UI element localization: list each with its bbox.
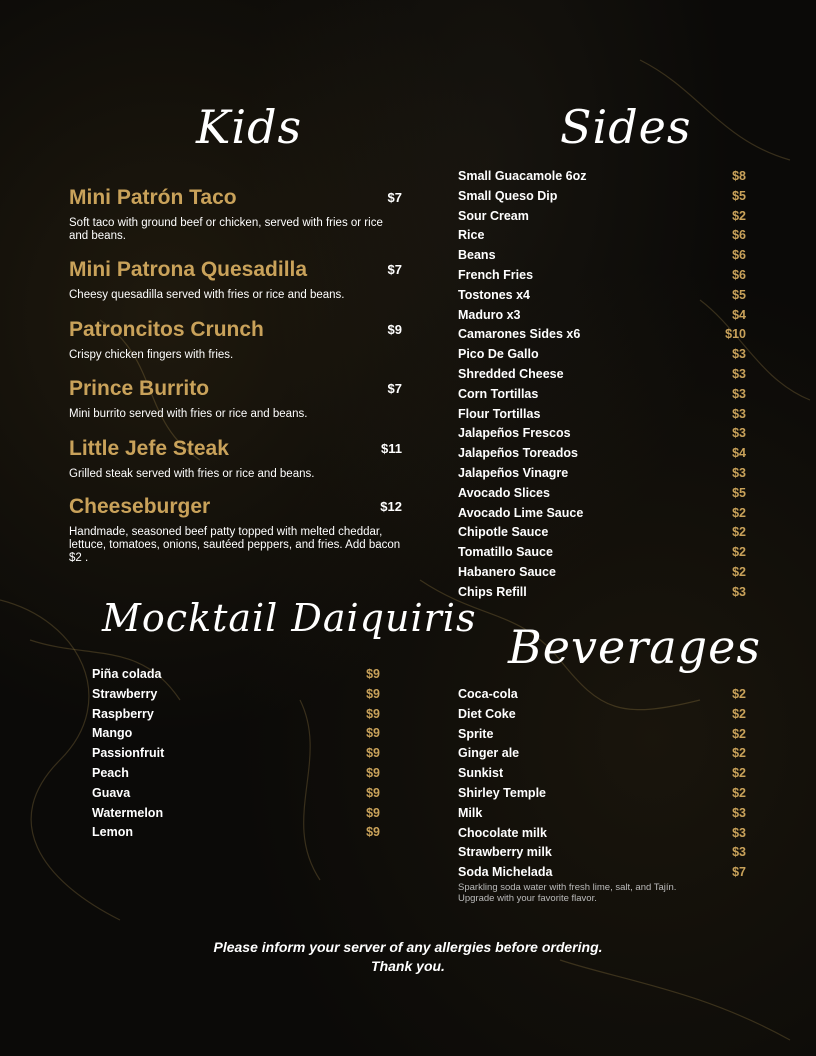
sides-item-row xyxy=(458,426,746,446)
sides-item-price: $6 xyxy=(732,248,746,263)
sides-item-row xyxy=(458,486,746,506)
kids-item xyxy=(69,377,404,421)
kids-item-name: Cheeseburger xyxy=(69,495,211,518)
sides-list xyxy=(458,169,746,605)
sides-item-price: $10 xyxy=(725,327,746,342)
mocktail-item-row xyxy=(92,766,380,786)
sides-item-name: Jalapeños Frescos xyxy=(458,426,571,441)
sides-item-name: Camarones Sides x6 xyxy=(458,327,581,342)
sides-item-price: $2 xyxy=(732,208,746,223)
beverages-title: Beverages xyxy=(508,620,761,674)
sides-item-price: $5 xyxy=(732,485,746,500)
beverage-item-name: Chocolate milk xyxy=(458,825,547,840)
sides-item-price: $5 xyxy=(732,287,746,302)
allergy-notice-line2: Thank you. xyxy=(371,958,445,974)
kids-item-price: $9 xyxy=(387,322,402,337)
kids-item-name: Mini Patrona Quesadilla xyxy=(69,258,308,281)
beverage-item-name: Shirley Temple xyxy=(458,785,546,800)
mocktail-item-name: Passionfruit xyxy=(92,746,165,761)
beverage-item-price: $2 xyxy=(732,687,746,701)
sides-item-name: Shredded Cheese xyxy=(458,366,564,381)
sides-item-price: $4 xyxy=(732,307,746,322)
mocktail-item-name: Strawberry xyxy=(92,686,158,701)
mocktail-item-name: Peach xyxy=(92,765,129,780)
beverage-item-price: $3 xyxy=(732,825,746,840)
sides-item-price: $3 xyxy=(732,406,746,421)
mocktail-item-row xyxy=(92,786,380,806)
sides-item-name: Maduro x3 xyxy=(458,307,521,322)
beverage-item-price: $2 xyxy=(732,785,746,800)
kids-item-name: Prince Burrito xyxy=(69,377,210,400)
sides-item-price: $6 xyxy=(732,267,746,282)
beverage-item-price: $2 xyxy=(732,726,746,741)
mocktail-item-row xyxy=(92,746,380,766)
sides-item-name: Sour Cream xyxy=(458,208,529,223)
beverage-item-price: $2 xyxy=(732,746,746,761)
allergy-notice-line1: Please inform your server of any allergies before ordering. xyxy=(213,939,603,955)
sides-item-price: $5 xyxy=(732,188,746,203)
sides-item-price: $2 xyxy=(732,505,746,520)
beverage-item-name: Soda Michelada xyxy=(458,865,553,880)
mocktail-item-name: Guava xyxy=(92,785,131,800)
kids-title: Kids xyxy=(196,100,303,154)
mocktail-item-price: $9 xyxy=(366,686,380,701)
beverage-item-price: $2 xyxy=(732,706,746,721)
sides-item-name: Habanero Sauce xyxy=(458,564,556,579)
mocktail-item-price: $9 xyxy=(366,726,380,741)
kids-item-desc: Soft taco with ground beef or chicken, served with fries or rice and beans. xyxy=(69,217,383,242)
sides-item-price: $3 xyxy=(732,426,746,441)
sides-item-row xyxy=(458,169,746,189)
sides-item-price: $6 xyxy=(732,228,746,243)
sides-item-price: $4 xyxy=(732,446,746,461)
mocktail-item-row xyxy=(92,707,380,727)
sides-item-price: $2 xyxy=(732,525,746,540)
sides-item-row xyxy=(458,585,746,605)
sides-item-row xyxy=(458,407,746,427)
sides-item-price: $3 xyxy=(732,584,746,599)
mocktail-item-row xyxy=(92,806,380,826)
sides-item-name: Chips Refill xyxy=(458,584,527,599)
kids-item-price: $11 xyxy=(381,441,402,456)
beverages-list xyxy=(458,687,746,885)
sides-item-row xyxy=(458,189,746,209)
sides-item-name: Jalapeños Toreados xyxy=(458,446,578,461)
beverage-item-name: Sunkist xyxy=(458,766,504,781)
kids-item-price: $7 xyxy=(387,190,402,205)
beverage-item-row xyxy=(458,806,746,826)
sides-item-row xyxy=(458,228,746,248)
beverage-item-name: Milk xyxy=(458,805,483,820)
sides-item-price: $3 xyxy=(732,465,746,480)
mocktail-item-price: $9 xyxy=(366,825,380,840)
kids-item-name: Little Jefe Steak xyxy=(69,437,229,460)
sides-item-row xyxy=(458,525,746,545)
kids-item xyxy=(69,258,404,302)
kids-item-desc: Cheesy quesadilla served with fries or rice and beans. xyxy=(69,289,345,301)
sides-item-name: Small Queso Dip xyxy=(458,188,558,203)
sides-title: Sides xyxy=(560,100,692,154)
sides-item-name: Chipotle Sauce xyxy=(458,525,549,540)
kids-item-name: Patroncitos Crunch xyxy=(69,318,264,341)
sides-item-name: Small Guacamole 6oz xyxy=(458,169,587,183)
beverage-item-name: Diet Coke xyxy=(458,706,516,721)
beverage-item-name: Sprite xyxy=(458,726,494,741)
sides-item-row xyxy=(458,288,746,308)
sides-item-price: $3 xyxy=(732,386,746,401)
sides-item-name: Rice xyxy=(458,228,485,243)
kids-item xyxy=(69,495,404,565)
mocktail-item-price: $9 xyxy=(366,746,380,761)
sides-item-name: Tostones x4 xyxy=(458,287,531,302)
kids-item xyxy=(69,186,404,243)
mocktail-item-row xyxy=(92,687,380,707)
sides-item-row xyxy=(458,268,746,288)
mocktail-item-price: $9 xyxy=(366,805,380,820)
sides-item-row xyxy=(458,327,746,347)
mocktail-item-name: Raspberry xyxy=(92,706,154,721)
sides-item-name: Flour Tortillas xyxy=(458,406,541,421)
kids-item xyxy=(69,437,404,481)
sides-item-price: $3 xyxy=(732,366,746,381)
beverage-item-row xyxy=(458,766,746,786)
sides-item-row xyxy=(458,209,746,229)
beverage-item-row xyxy=(458,687,746,707)
sides-item-name: Pico De Gallo xyxy=(458,347,539,362)
mocktails-title: Mocktail Daiquiris xyxy=(102,596,477,640)
mocktail-item-name: Watermelon xyxy=(92,805,164,820)
sides-item-row xyxy=(458,466,746,486)
sides-item-row xyxy=(458,367,746,387)
kids-item-price: $7 xyxy=(387,262,402,277)
mocktail-item-row xyxy=(92,825,380,845)
mocktail-item-name: Lemon xyxy=(92,825,133,840)
sides-item-price: $2 xyxy=(732,564,746,579)
mocktail-item-row xyxy=(92,667,380,687)
kids-item-desc: Mini burrito served with fries or rice and beans. xyxy=(69,408,308,420)
sides-item-name: Jalapeños Vinagre xyxy=(458,465,569,480)
beverage-item-row xyxy=(458,727,746,747)
beverage-item-row xyxy=(458,746,746,766)
beverage-item-row xyxy=(458,786,746,806)
sides-item-row xyxy=(458,387,746,407)
sides-item-name: Tomatillo Sauce xyxy=(458,545,553,560)
mocktail-item-name: Mango xyxy=(92,726,133,741)
beverage-item-name: Coca-cola xyxy=(458,687,518,701)
kids-item xyxy=(69,318,404,362)
beverage-item-row xyxy=(458,707,746,727)
sides-item-price: $3 xyxy=(732,347,746,362)
sides-item-name: French Fries xyxy=(458,267,534,282)
kids-item-price: $7 xyxy=(387,381,402,396)
mocktail-item-row xyxy=(92,726,380,746)
beverage-item-price: $7 xyxy=(732,865,746,880)
beverage-item-row xyxy=(458,826,746,846)
mocktail-item-name: Piña colada xyxy=(92,667,162,681)
sides-item-row xyxy=(458,565,746,585)
sides-item-price: $8 xyxy=(732,169,746,183)
michelada-note: Sparkling soda water with fresh lime, salt, and Tajín. Upgrade with your favorite flavor. xyxy=(458,882,677,904)
beverage-item-price: $3 xyxy=(732,845,746,860)
sides-item-row xyxy=(458,506,746,526)
sides-item-row xyxy=(458,545,746,565)
mocktail-item-price: $9 xyxy=(366,765,380,780)
sides-item-name: Beans xyxy=(458,248,496,263)
kids-item-desc: Crispy chicken fingers with fries. xyxy=(69,349,234,361)
mocktail-item-price: $9 xyxy=(366,706,380,721)
sides-item-row xyxy=(458,308,746,328)
sides-item-name: Avocado Lime Sauce xyxy=(458,505,584,520)
kids-item-name: Mini Patrón Taco xyxy=(69,186,237,209)
sides-item-name: Corn Tortillas xyxy=(458,386,539,401)
sides-item-price: $2 xyxy=(732,545,746,560)
beverage-item-row xyxy=(458,845,746,865)
mocktail-item-price: $9 xyxy=(366,785,380,800)
mocktails-list xyxy=(92,667,380,845)
kids-item-desc: Handmade, seasoned beef patty topped with melted cheddar, lettuce, tomatoes, onions, sautéed peppers, and fries. Add bacon $2 . xyxy=(69,526,401,564)
beverage-item-price: $3 xyxy=(732,805,746,820)
sides-item-name: Avocado Slices xyxy=(458,485,550,500)
sides-item-row xyxy=(458,248,746,268)
mocktail-item-price: $9 xyxy=(366,667,380,681)
sides-item-row xyxy=(458,446,746,466)
kids-item-price: $12 xyxy=(380,499,402,514)
kids-item-desc: Grilled steak served with fries or rice and beans. xyxy=(69,468,315,480)
beverage-item-name: Strawberry milk xyxy=(458,845,552,860)
beverage-item-price: $2 xyxy=(732,766,746,781)
allergy-notice xyxy=(0,938,816,976)
sides-item-row xyxy=(458,347,746,367)
beverage-item-name: Ginger ale xyxy=(458,746,520,761)
